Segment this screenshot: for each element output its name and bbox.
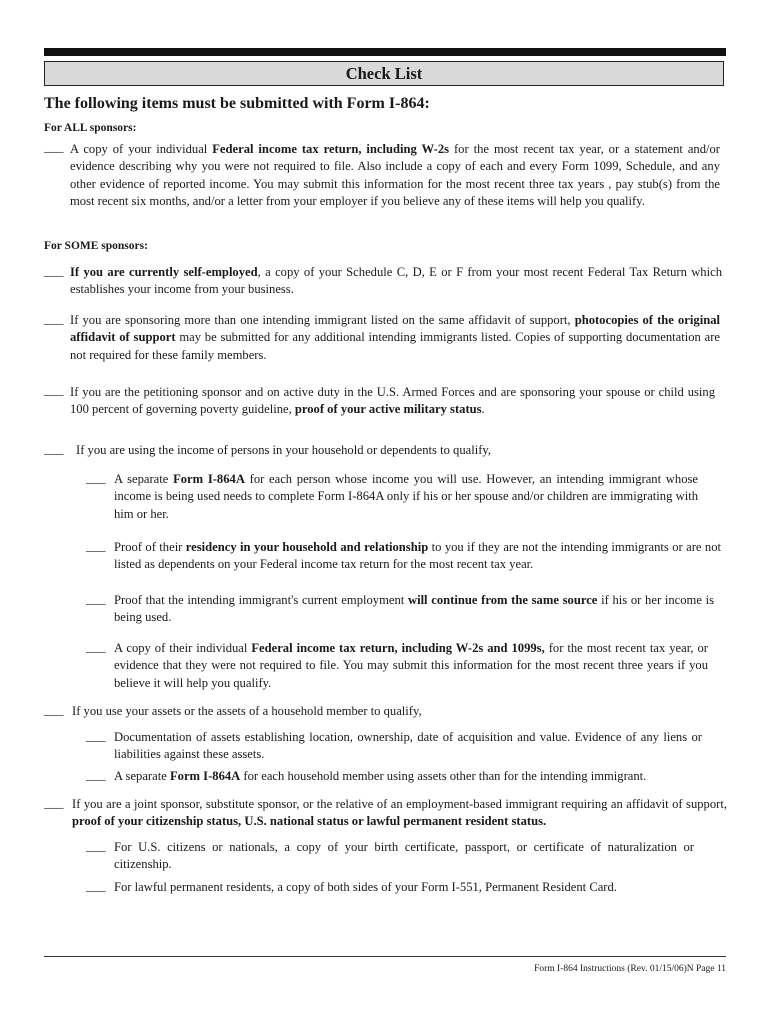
list-item: If you are sponsoring more than one intending immigrant listed on the same affidavit of support, photocopies of the original affidavit of support may be submitted for any additional intending immigrants listed. Copies of supporting documentation are not required for these family members. [70, 313, 720, 362]
list-item: Documentation of assets establishing location, ownership, date of acquisition and value. Evidence of any liens or liabilities against these assets. [114, 730, 702, 762]
section-heading: The following items must be submitted with Form I-864: [44, 95, 430, 112]
checkbox-blank[interactable]: ___ [86, 767, 106, 782]
list-item: For U.S. citizens or nationals, a copy of your birth certificate, passport, or certificate of naturalization or citizenship. [114, 840, 694, 872]
list-item: If you are a joint sponsor, substitute sponsor, or the relative of an employment-based immigrant requiring an affidavit of support, proof of your citizenship status, U.S. national status or lawful permanent resident status. [72, 797, 727, 829]
list-item: Proof that the intending immigrant's current employment will continue from the same source if his or her income is being used. [114, 593, 715, 625]
checkbox-blank[interactable]: ___ [86, 838, 106, 853]
list-item: If you use your assets or the assets of a household member to qualify, [72, 704, 422, 718]
checkbox-blank[interactable]: ___ [44, 441, 64, 456]
bottom-rule [44, 956, 726, 957]
all-sponsors-label: For ALL sponsors: [44, 122, 137, 134]
list-item: If you are the petitioning sponsor and on active duty in the U.S. Armed Forces and are sponsoring your spouse or child using 100 percent of governing poverty guideline, proof of your active military status. [70, 385, 715, 417]
page-title: Check List [44, 61, 724, 86]
list-item: A separate Form I-864A for each person whose income you will use. However, an intending immigrant whose income is being used needs to complete Form I-864A only if his or her spouse and/or children are immigrating with him or her. [114, 472, 698, 521]
checkbox-blank[interactable]: ___ [86, 538, 106, 553]
checkbox-blank[interactable]: ___ [86, 470, 106, 485]
page-footer: Form I-864 Instructions (Rev. 01/15/06)N Page 11 [534, 964, 726, 974]
checkbox-blank[interactable]: ___ [44, 702, 64, 717]
checkbox-blank[interactable]: ___ [44, 311, 64, 326]
some-sponsors-label: For SOME sponsors: [44, 240, 148, 252]
checkbox-blank[interactable]: ___ [44, 795, 64, 810]
checkbox-blank[interactable]: ___ [44, 139, 64, 154]
checkbox-blank[interactable]: ___ [86, 728, 106, 743]
checkbox-blank[interactable]: ___ [44, 263, 64, 278]
checkbox-blank[interactable]: ___ [86, 878, 106, 893]
checkbox-blank[interactable]: ___ [44, 382, 64, 397]
list-item: For lawful permanent residents, a copy of both sides of your Form I-551, Permanent Resident Card. [114, 880, 617, 894]
list-item: If you are currently self-employed, a copy of your Schedule C, D, E or F from your most recent Federal Tax Return which establishes your income from your business. [70, 265, 722, 297]
checkbox-blank[interactable]: ___ [86, 591, 106, 606]
list-item: Proof of their residency in your household and relationship to you if they are not the intending immigrants or are not listed as dependents on your Federal income tax return for the most recent tax year. [114, 540, 721, 572]
top-rule [44, 48, 726, 56]
list-item: A separate Form I-864A for each household member using assets other than for the intending immigrant. [114, 769, 647, 783]
list-item: A copy of their individual Federal income tax return, including W-2s and 1099s, for the most recent tax year, or evidence that they were not required to file. You may submit this information for the most recent three years if you believe it will help you qualify. [114, 641, 708, 690]
list-item: If you are using the income of persons in your household or dependents to qualify, [76, 443, 492, 457]
list-item: A copy of your individual Federal income tax return, including W-2s for the most recent tax year, or a statement and/or evidence describing why you were not required to file. Also include a copy of each and every Form 1099, Schedule, and any other evidence of reported income. You may submit this information for the most recent three tax years , pay stub(s) from the most recent six months, and/or a letter from your employer if you believe any of these items will help you qualify. [70, 142, 720, 209]
checkbox-blank[interactable]: ___ [86, 639, 106, 654]
